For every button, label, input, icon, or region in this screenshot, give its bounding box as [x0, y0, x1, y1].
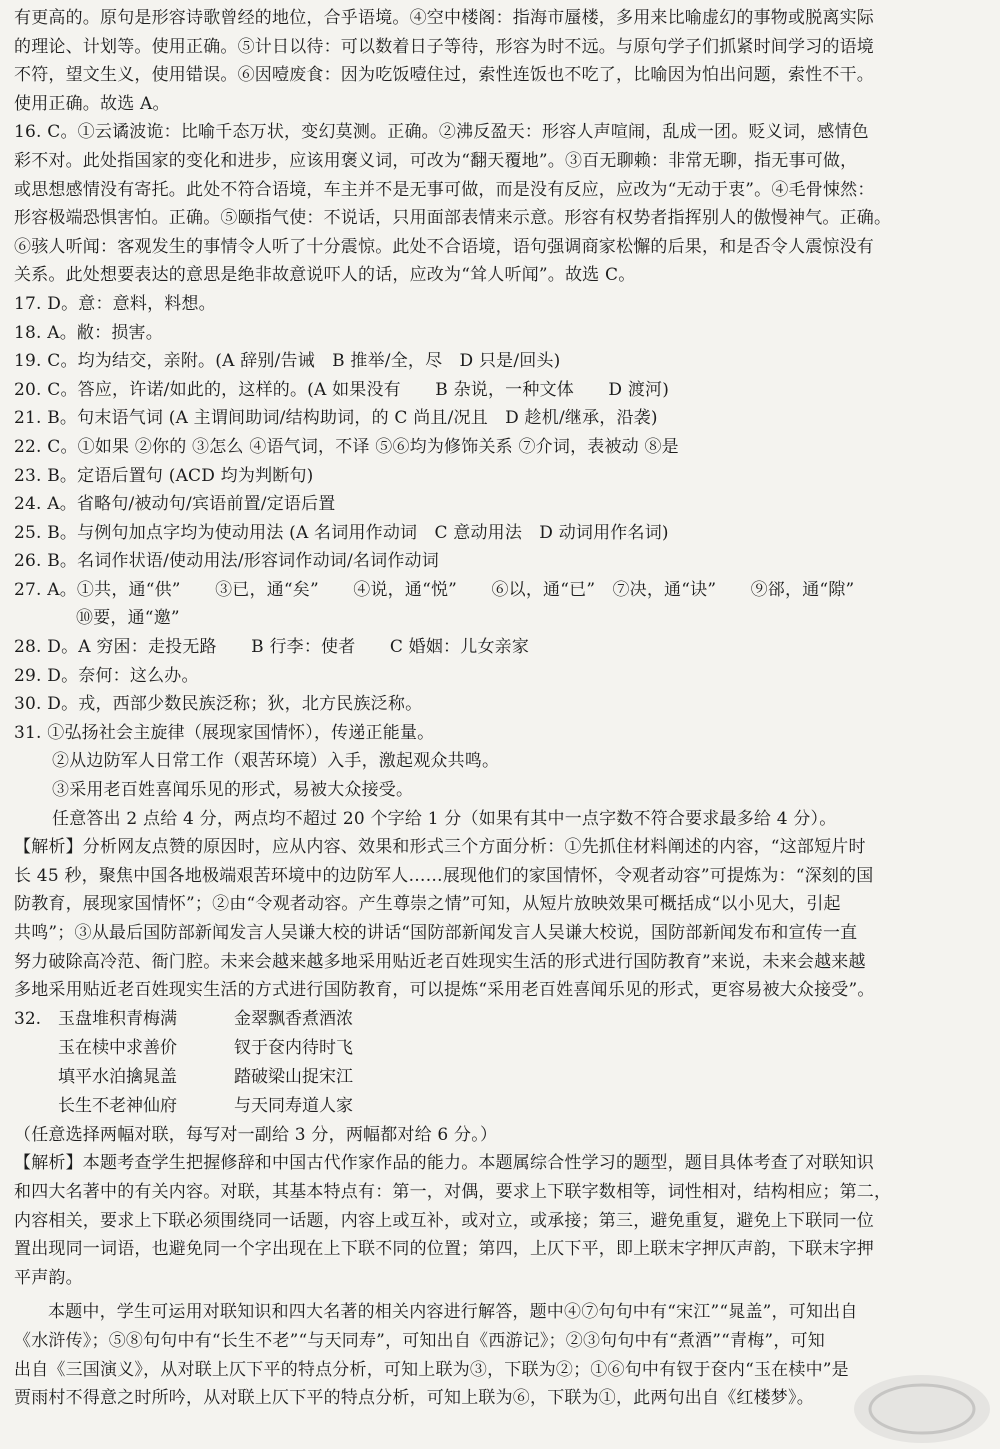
text-line: ③采用老百姓喜闻乐见的形式，易被大众接受。 [52, 780, 414, 801]
analysis-31: 【解析】分析网友点赞的原因时，应从内容、效果和形式三个方面分析：①先抓住材料阐述的内容，“这部短片时 [14, 837, 866, 858]
answer-24: 24. A。省略句/被动句/宾语前置/定语后置 [14, 494, 336, 515]
answer-29: 29. D。奈何：这么办。 [14, 665, 199, 686]
answer-30: 30. D。戎，西部少数民族泛称；狄，北方民族泛称。 [14, 694, 423, 715]
answer-31: 31. ①弘扬社会主旋律（展现家国情怀），传递正能量。 [14, 722, 435, 743]
analysis-32: 【解析】本题考查学生把握修辞和中国古代作家作品的能力。本题属综合性学习的题型，题目具体考查了对联知识 [14, 1153, 874, 1174]
text-line: 努力破除高冷范、衙门腔。未来会越来越多地采用贴近老百姓现实生活的形式进行国防教育”来说，未来会越来越 [14, 951, 866, 972]
text-line: 《水浒传》；⑤⑧句句中有“长生不老”“与天同寿”，可知出自《西游记》；②③句句中有“煮酒”“青梅”，可知 [14, 1330, 825, 1351]
couplet-upper: 长生不老神仙府 [58, 1095, 177, 1116]
couplet-row [14, 1063, 994, 1092]
answer-23: 23. B。定语后置句 (ACD 均为判断句) [14, 465, 314, 486]
answer-20: 20. C。答应，许诺/如此的，这样的。(A 如果没有 B 杂说，一种文体 D 渡河) [14, 379, 670, 400]
answer-26: 26. B。名词作状语/使动用法/形容词作动词/名词作动词 [14, 551, 439, 572]
text-line: 多地采用贴近老百姓现实生活的方式进行国防教育，可以提炼“采用老百姓喜闻乐见的形式，更容易被大众接受”。 [14, 980, 875, 1001]
couplet-lower: 与天同寿道人家 [234, 1095, 353, 1116]
text-line: 不符，望文生义，使用错误。⑥因噎废食：因为吃饭噎住过，索性连饭也不吃了，比喻因为怕出问题，索性不干。 [14, 65, 874, 86]
couplet-row [14, 1005, 994, 1034]
couplet-lower: 金翠飘香煮酒浓 [234, 1008, 353, 1029]
couplet-upper: 玉在椟中求善价 [58, 1037, 177, 1058]
couplet-row [14, 1034, 994, 1063]
answer-22: 22. C。①如果 ②你的 ③怎么 ④语气词，不译 ⑤⑥均为修饰关系 ⑦介词，表被动 ⑧是 [14, 436, 679, 457]
text-line: 本题中，学生可运用对联知识和四大名著的相关内容进行解答，题中④⑦句句中有“宋江”“晁盖”，可知出自 [48, 1302, 858, 1323]
text-line: 形容极端恐惧害怕。正确。⑤颐指气使：不说话，只用面部表情来示意。形容有权势者指挥别人的傲慢神气。正确。 [14, 208, 892, 229]
text-line: 使用正确。故选 A。 [14, 93, 170, 114]
text-line: 关系。此处想要表达的意思是绝非故意说吓人的话，应改为“耸人听闻”。故选 C。 [14, 265, 636, 286]
text-line: 有更高的。原句是形容诗歌曾经的地位，合乎语境。④空中楼阁：指海市蜃楼，多用来比喻虚幻的事物或脱离实际 [14, 8, 874, 28]
scoring-note: （任意选择两幅对联，每写对一副给 3 分，两幅都对给 6 分。） [14, 1124, 498, 1145]
text-line: 置出现同一词语，也避免同一个字出现在上下联不同的位置；第四，上仄下平，即上联末字押仄声韵，下联末字押 [14, 1239, 874, 1260]
text-line: 的理论、计划等。使用正确。⑤计日以待：可以数着日子等待，形容为时不远。与原句学子们抓紧时间学习的语境 [14, 36, 874, 57]
couplet-row [14, 1092, 994, 1121]
answer-19: 19. C。均为结交，亲附。(A 辞别/告诫 B 推举/全，尽 D 只是/回头) [14, 351, 561, 372]
text-line: 彩不对。此处指国家的变化和进步，应该用褒义词，可改为“翻天覆地”。③百无聊赖：非常无聊，指无事可做， [14, 150, 858, 171]
text-line: 共鸣”；③从最后国防部新闻发言人吴谦大校的讲话“国防部新闻发言人吴谦大校说，国防部新闻发布和宣传一直 [14, 923, 858, 943]
answer-25: 25. B。与例句加点字均为使动用法 (A 名词用作动词 C 意动用法 D 动词用作名词) [14, 522, 669, 543]
couplet-upper: 填平水泊擒晁盖 [58, 1066, 177, 1087]
answer-21: 21. B。句末语气词 (A 主谓间助词/结构助词，的 C 尚且/况且 D 趁机/继承，沿袭) [14, 408, 658, 429]
couplet-lower: 钗于奁内待时飞 [234, 1037, 353, 1058]
text-line: 平声韵。 [14, 1267, 83, 1288]
scoring-note: 任意答出 2 点给 4 分，两点均不超过 20 个字给 1 分（如果有其中一点字数不符合要求最多给 4 分）。 [52, 808, 837, 829]
text-line: 出自《三国演义》，从对联上仄下平的特点分析，可知上联为③，下联为②；①⑥句中有钗于奁内“玉在椟中”是 [14, 1359, 849, 1380]
text-line: 长 45 秒，聚焦中国各地极端艰苦环境中的边防军人……展现他们的家国情怀，令观者动容”可提炼为：“深刻的国 [14, 865, 874, 886]
text-line: 和四大名著中的有关内容。对联，其基本特点有：第一，对偶，要求上下联字数相等，词性相对，结构相应；第二， [14, 1181, 892, 1202]
text-line: 贾雨村不得意之时所吟，从对联上仄下平的特点分析，可知上联为⑥，下联为①，此两句出自《红楼梦》。 [14, 1388, 814, 1409]
text-line: ②从边防军人日常工作（艰苦环境）入手，激起观众共鸣。 [52, 751, 500, 772]
text-line: 内容相关，要求上下联必须围绕同一话题，内容上或互补，或对立，或承接；第三，避免重复，避免上下联同一位 [14, 1210, 874, 1231]
answer-17: 17. D。意：意料，料想。 [14, 293, 216, 314]
answer-27: 27. A。①共，通“供” ③已，通“矣” ④说，通“悦” ⑥以，通“已” ⑦决，通“诀” ⑨郤，通“隙” [14, 579, 855, 600]
text-line: 或思想感情没有寄托。此处不符合语境，车主并不是无事可做，而是没有反应，应改为“无动于衷”。④毛骨悚然： [14, 179, 875, 200]
answer-18: 18. A。敝：损害。 [14, 322, 163, 343]
document-page [14, 4, 994, 1413]
couplet-upper: 玉盘堆积青梅满 [58, 1008, 177, 1029]
text-line: ⑥骇人听闻：客观发生的事情令人听了十分震惊。此处不合语境，语句强调商家松懈的后果，和是否令人震惊没有 [14, 236, 874, 257]
answer-16: 16. C。①云谲波诡：比喻千态万状，变幻莫测。正确。②沸反盈天：形容人声喧闹，乱成一团。贬义词，感情色 [14, 122, 869, 143]
answer-32-number: 32. [14, 1008, 42, 1029]
answer-28: 28. D。A 穷困：走投无路 B 行李：使者 C 婚姻：儿女亲家 [14, 637, 530, 658]
text-line: ⑩要，通“邀” [76, 608, 180, 629]
couplet-lower: 踏破梁山捉宋江 [234, 1066, 353, 1087]
couplet-block [14, 1005, 994, 1121]
text-line: 防教育，展现家国情怀”；②由“令观者动容。产生尊崇之情”可知，从短片放映效果可概括成“以小见大，引起 [14, 894, 841, 915]
